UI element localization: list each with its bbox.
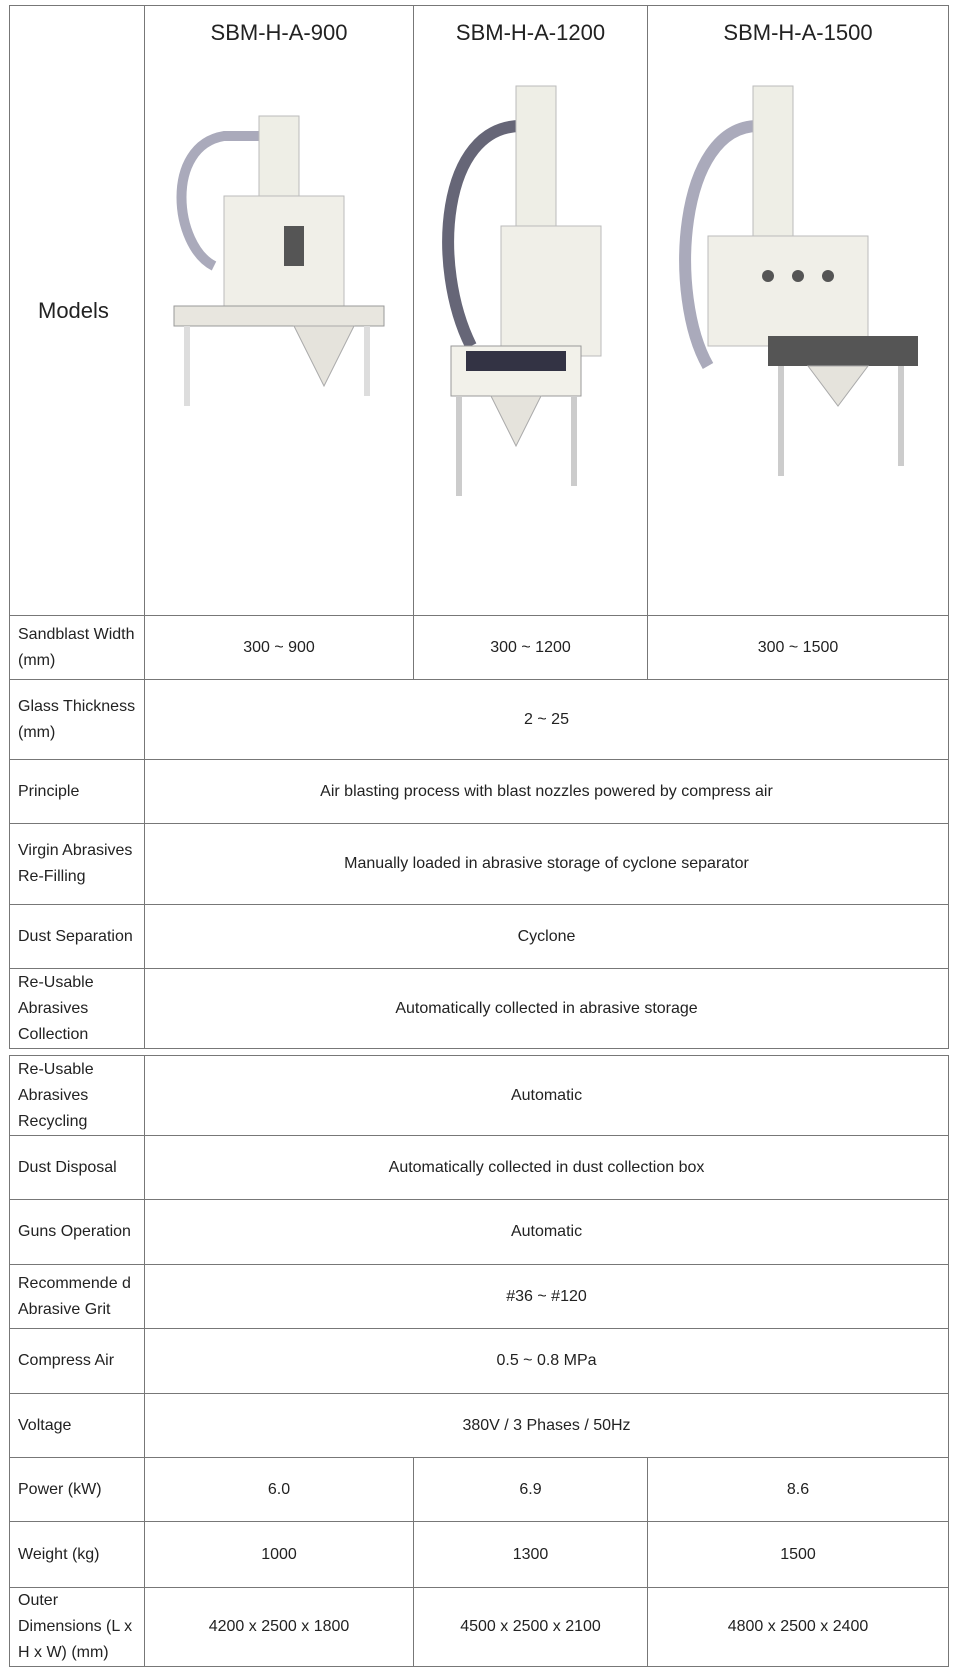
value-cell: 0.5 ~ 0.8 MPa: [145, 1329, 949, 1394]
value-cell: #36 ~ #120: [145, 1265, 949, 1329]
value-cell: Automatically collected in dust collection box: [145, 1136, 949, 1200]
value-cell: 300 ~ 1200: [414, 616, 648, 680]
value-cell: 380V / 3 Phases / 50Hz: [145, 1394, 949, 1458]
machine-image-1200: [431, 66, 631, 516]
row-label: Re-Usable Abrasives Recycling: [10, 1056, 145, 1136]
value-cell: 4200 x 2500 x 1800: [145, 1588, 414, 1667]
value-cell: Manually loaded in abrasive storage of cyclone separator: [145, 824, 949, 905]
value-cell: Automatic: [145, 1056, 949, 1136]
value-cell: 6.9: [414, 1458, 648, 1522]
value-cell: 1300: [414, 1522, 648, 1588]
model-name: SBM-H-A-900: [210, 20, 348, 45]
row-label: Principle: [10, 760, 145, 824]
model-name: SBM-H-A-1200: [455, 20, 606, 45]
value-cell: Automatically collected in abrasive storage: [145, 969, 949, 1049]
machine-image-1500: [668, 66, 928, 486]
value-cell: Automatic: [145, 1200, 949, 1265]
value-cell: Air blasting process with blast nozzles powered by compress air: [145, 760, 949, 824]
value-cell: 4500 x 2500 x 2100: [414, 1588, 648, 1667]
machine-image-900: [164, 66, 394, 426]
row-label: Power (kW): [10, 1458, 145, 1522]
value-cell: 6.0: [145, 1458, 414, 1522]
row-label: Compress Air: [10, 1329, 145, 1394]
value-cell: Cyclone: [145, 905, 949, 969]
row-label: Glass Thickness (mm): [10, 680, 145, 760]
value-cell: 8.6: [648, 1458, 949, 1522]
value-cell: 300 ~ 900: [145, 616, 414, 680]
row-label: Sandblast Width (mm): [10, 616, 145, 680]
value-cell: 2 ~ 25: [145, 680, 949, 760]
row-label-models: Models: [10, 6, 145, 616]
row-label: Re-Usable Abrasives Collection: [10, 969, 145, 1049]
value-cell: 1500: [648, 1522, 949, 1588]
spec-table-bottom: [9, 1055, 949, 1667]
row-label: Dust Disposal: [10, 1136, 145, 1200]
value-cell: 1000: [145, 1522, 414, 1588]
model-name: SBM-H-A-1500: [723, 20, 873, 45]
model-cell-1200: [414, 6, 648, 616]
model-cell-1500: [648, 6, 949, 616]
spec-table-top: [9, 5, 949, 1049]
value-cell: 300 ~ 1500: [648, 616, 949, 680]
model-cell-900: [145, 6, 414, 616]
row-label: Recommende d Abrasive Grit: [10, 1265, 145, 1329]
value-cell: 4800 x 2500 x 2400: [648, 1588, 949, 1667]
row-label: Dust Separation: [10, 905, 145, 969]
row-label: Guns Operation: [10, 1200, 145, 1265]
row-label: Outer Dimensions (L x H x W) (mm): [10, 1588, 145, 1667]
row-label: Weight (kg): [10, 1522, 145, 1588]
row-label: Voltage: [10, 1394, 145, 1458]
row-label: Virgin Abrasives Re-Filling: [10, 824, 145, 905]
